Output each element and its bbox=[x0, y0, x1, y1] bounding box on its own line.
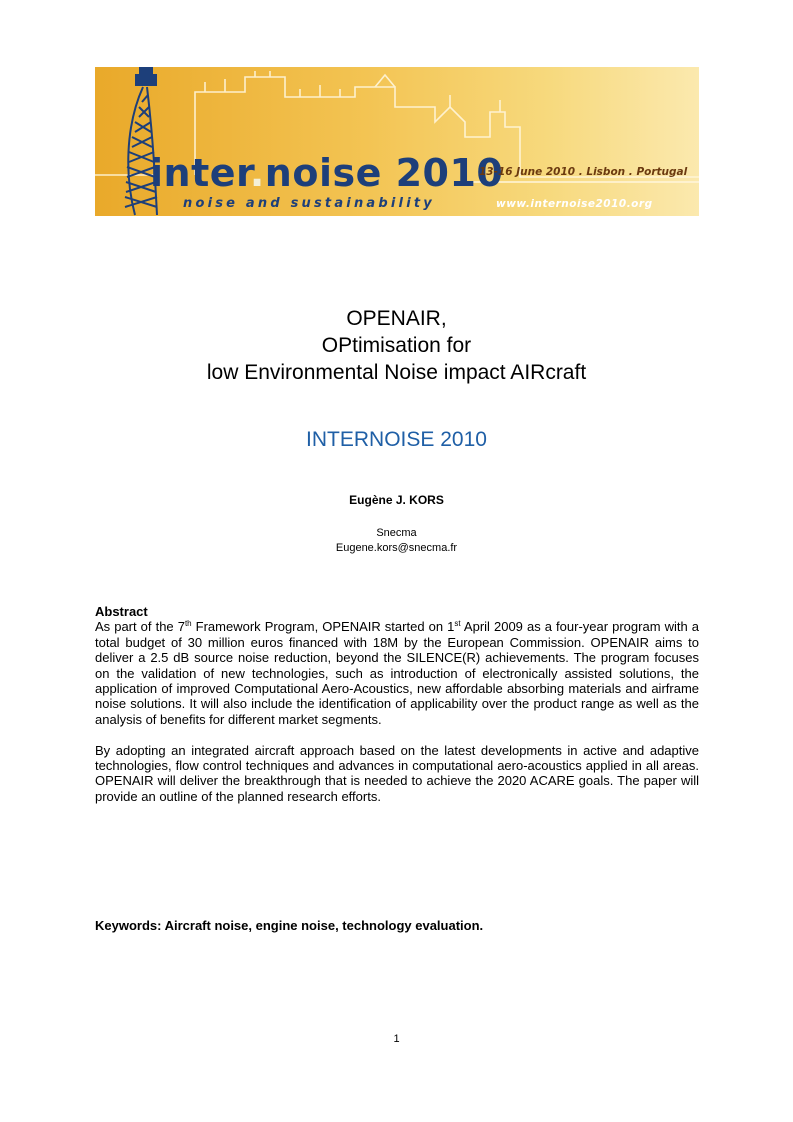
title-line-2: OPtimisation for bbox=[321, 334, 472, 357]
logo-word-inter: inter bbox=[150, 151, 250, 195]
logo-dot: . bbox=[249, 151, 265, 195]
abstract-paragraph-1 bbox=[95, 619, 699, 727]
banner-tagline: noise and sustainability bbox=[183, 196, 435, 211]
logo-word-noise: noise 2010 bbox=[264, 151, 504, 195]
superscript-st: st bbox=[454, 619, 461, 629]
conference-name: INTERNOISE 2010 bbox=[306, 428, 487, 451]
author-name: Eugène J. KORS bbox=[349, 493, 444, 507]
title-line-3: low Environmental Noise impact AIRcraft bbox=[206, 361, 587, 384]
banner-url: www.internoise2010.org bbox=[496, 198, 653, 210]
banner-dates: 13-16 June 2010 . Lisbon . Portugal bbox=[479, 166, 688, 178]
keywords: Keywords: Aircraft noise, engine noise, technology evaluation. bbox=[95, 918, 484, 933]
abstract-paragraph-2: By adopting an integrated aircraft approach based on the latest developments in active and adaptive technologies, flow control techniques and advances in computational aero-acoustics applied in all areas. OPENAIR will deliver the breakthrough that is needed to achieve the 2020 ACARE goals. The paper will provide an outline of the planned research efforts. bbox=[95, 742, 699, 804]
abstract-p1-end: April 2009 as a four-year program with a total budget of 30 million euros financed with 18M by the European Commission. OPENAIR aims to deliver a 2.5 dB source noise reduction, beyond the SILENCE(R) achievements. The program focuses on the validation of new technologies, such as introduction of electronically assisted solutions, the application of improved Computational Aero-Acoustics, new affordable absorbing materials and airframe noise solutions. It will also include the identification of applicability over the product range as well as the analysis of benefits for different market segments. bbox=[95, 619, 699, 727]
paper-title bbox=[0, 305, 793, 386]
page-number: 1 bbox=[393, 1033, 400, 1045]
title-line-1: OPENAIR, bbox=[346, 307, 447, 330]
abstract-section bbox=[95, 604, 699, 804]
abstract-p1-middle: Framework Program, OPENAIR started on 1 bbox=[191, 619, 455, 635]
abstract-p1-start: As part of the 7 bbox=[95, 619, 185, 635]
conference-banner bbox=[95, 67, 699, 216]
author-email: Eugene.kors@snecma.fr bbox=[335, 542, 458, 554]
abstract-heading: Abstract bbox=[95, 604, 148, 619]
superscript-th: th bbox=[184, 619, 192, 629]
affiliation-company: Snecma bbox=[376, 527, 417, 539]
banner-logo-text bbox=[150, 151, 504, 195]
author-affiliation bbox=[0, 526, 793, 556]
